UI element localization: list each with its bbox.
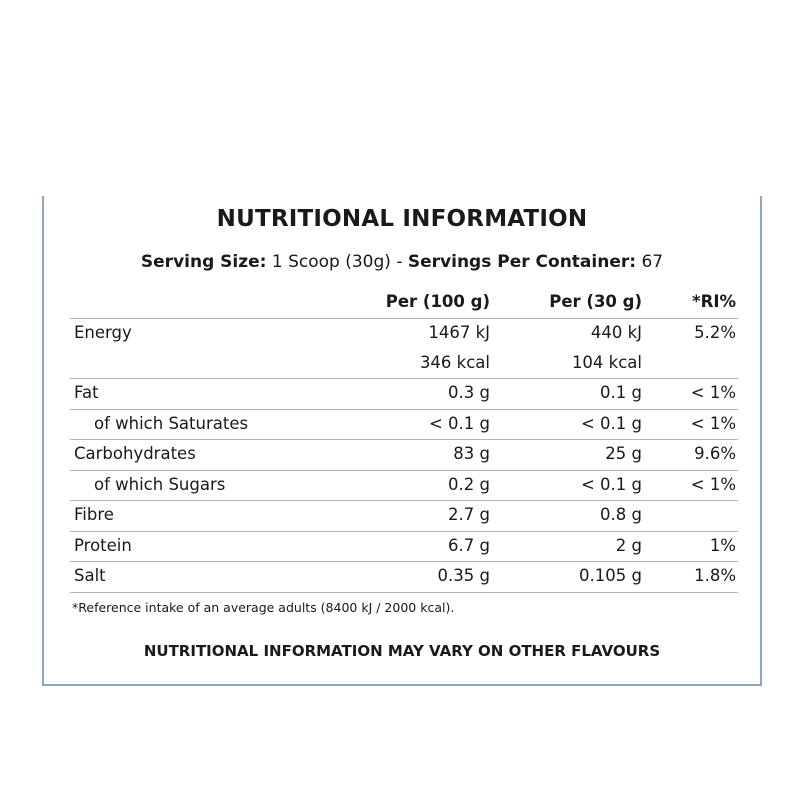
row-per100: 1467 kJ xyxy=(428,323,490,342)
serving-size-value: 1 Scoop (30g) - xyxy=(271,252,403,272)
row-per100: 0.35 g xyxy=(437,566,490,585)
row-ri: < 1% xyxy=(690,383,736,402)
row-label: of which Sugars xyxy=(94,474,226,494)
footnote: *Reference intake of an average adults (8400 kJ / 2000 kcal). xyxy=(72,600,455,615)
col-header-per30: Per (30 g) xyxy=(549,292,642,311)
row-per30: < 0.1 g xyxy=(580,413,642,433)
row-ri: 5.2% xyxy=(694,323,736,342)
row-per30: 440 kJ xyxy=(590,323,642,342)
table-header xyxy=(70,288,738,318)
nutrition-panel xyxy=(42,196,762,686)
row-per100: 6.7 g xyxy=(448,535,490,555)
row-label: Protein xyxy=(74,535,132,555)
serving-size-label: Serving Size: xyxy=(140,252,267,272)
row-per30: 25 g xyxy=(605,444,642,463)
row-per100: < 0.1 g xyxy=(428,413,490,433)
row-per100: 346 kcal xyxy=(419,352,490,372)
row-label: Fat xyxy=(74,383,99,402)
table-row xyxy=(70,318,738,349)
table-row xyxy=(70,561,738,593)
col-header-per100: Per (100 g) xyxy=(385,292,490,311)
table-row xyxy=(70,531,738,562)
row-per100: 2.7 g xyxy=(448,505,490,524)
row-ri: < 1% xyxy=(690,474,736,494)
row-per30: 104 kcal xyxy=(571,352,642,372)
row-label: Salt xyxy=(74,566,106,585)
table-row xyxy=(70,470,738,501)
row-ri: 9.6% xyxy=(694,444,736,463)
table-row xyxy=(70,378,738,409)
row-ri: < 1% xyxy=(690,413,736,433)
row-per30: 2 g xyxy=(615,535,642,555)
row-per100: 0.3 g xyxy=(448,383,490,402)
row-per100: 0.2 g xyxy=(448,474,490,494)
servings-count-value: 67 xyxy=(641,252,664,272)
row-label: Energy xyxy=(74,323,132,342)
row-per30: 0.105 g xyxy=(579,566,642,585)
flavour-warning: NUTRITIONAL INFORMATION MAY VARY ON OTHER FLAVOURS xyxy=(143,642,661,660)
row-per30: 0.1 g xyxy=(600,383,642,402)
row-per30: 0.8 g xyxy=(600,505,642,524)
col-header-ri: *RI% xyxy=(691,292,736,311)
row-label: of which Saturates xyxy=(94,413,249,433)
row-label: Fibre xyxy=(74,505,114,524)
panel-title: NUTRITIONAL INFORMATION xyxy=(216,206,588,232)
row-per100: 83 g xyxy=(453,444,490,463)
table-row xyxy=(70,439,738,470)
servings-count-label: Servings Per Container: xyxy=(407,252,637,272)
table-row xyxy=(70,500,738,531)
serving-info xyxy=(44,252,760,272)
table-row xyxy=(70,349,738,379)
table-row xyxy=(70,409,738,440)
row-ri: 1% xyxy=(709,535,736,555)
row-per30: < 0.1 g xyxy=(580,474,642,494)
row-label: Carbohydrates xyxy=(74,444,196,463)
row-ri: 1.8% xyxy=(694,566,736,585)
nutrition-table xyxy=(70,288,738,593)
